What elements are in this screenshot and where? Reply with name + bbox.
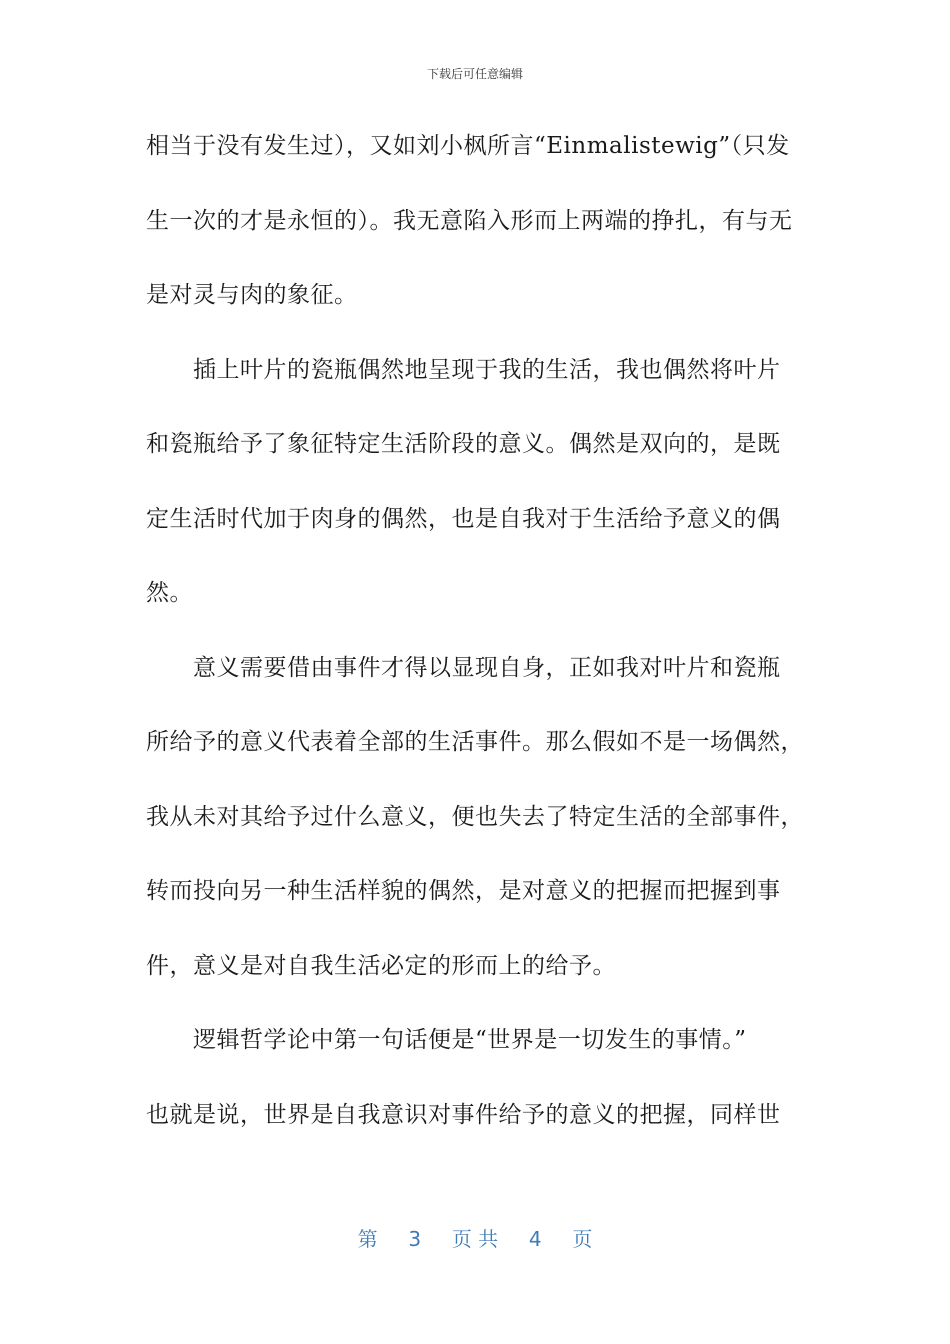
page-number-footer [0, 1226, 950, 1252]
text-line: 转而投向另一种生活样貌的偶然，是对意义的把握而把握到事 [146, 878, 781, 904]
text-line: 生一次的才是永恒的）。我无意陷入形而上两端的挣扎，有与无 [146, 207, 793, 234]
text-line: 相当于没有发生过），又如刘小枫所言“Einmalistewig”（只发 [146, 133, 790, 159]
text-line: 件，意义是对自我生活必定的形而上的给予。 [146, 952, 616, 979]
footer-suffix: 页 [572, 1227, 593, 1251]
page-header [0, 66, 950, 82]
text-line: 也就是说，世界是自我意识对事件给予的意义的把握，同样世 [146, 1101, 781, 1128]
text-line: 我从未对其给予过什么意义，便也失去了特定生活的全部事件， [146, 803, 804, 830]
total-page-number: 4 [528, 1227, 542, 1251]
text-line: 所给予的意义代表着全部的生活事件。那么假如不是一场偶然， [146, 729, 804, 755]
text-line: 定生活时代加于肉身的偶然，也是自我对于生活给予意义的偶 [146, 505, 781, 532]
text-line: 和瓷瓶给予了象征特定生活阶段的意义。偶然是双向的，是既 [146, 431, 781, 457]
footer-middle: 页 共 [451, 1227, 499, 1251]
header-note: 下载后可任意编辑 [426, 67, 523, 81]
current-page-number: 3 [408, 1227, 422, 1251]
footer-prefix: 第 [357, 1227, 378, 1251]
paragraph-start-line: 意义需要借由事件才得以显现自身，正如我对叶片和瓷瓶 [193, 654, 781, 681]
text-line: 是对灵与肉的象征。 [146, 282, 358, 308]
paragraph-start-line: 插上叶片的瓷瓶偶然地呈现于我的生活，我也偶然将叶片 [193, 356, 781, 383]
document-body [146, 122, 806, 1165]
text-line: 然。 [146, 580, 193, 606]
paragraph-start-line: 逻辑哲学论中第一句话便是“世界是一切发生的事情。” [193, 1027, 747, 1053]
